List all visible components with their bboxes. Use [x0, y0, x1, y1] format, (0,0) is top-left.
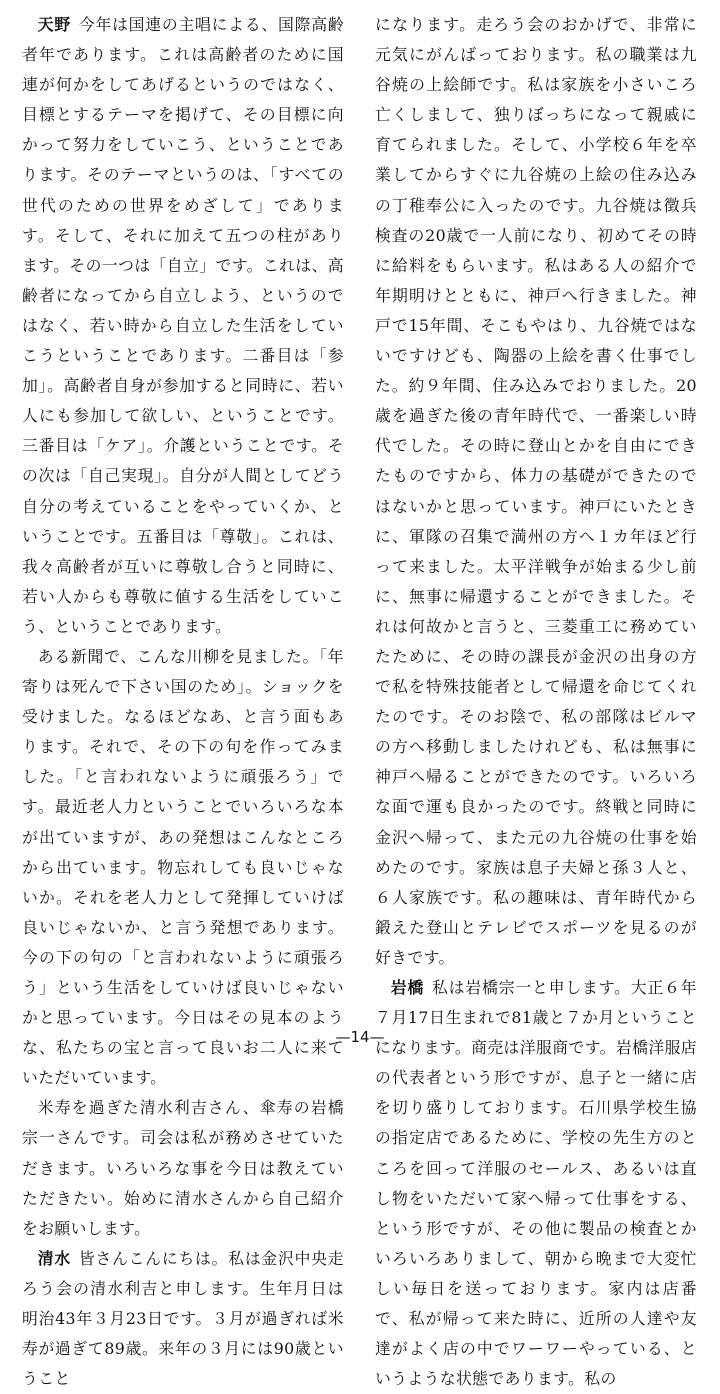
paragraph-text: 今年は国連の主唱による、国際高齢者年であります。これは高齢者のために国連が何かをしてあげるというのではなく、目標とするテーマを掲げて、その目標に向かって努力をしていこう、ということであります。そのテーマというのは、「すべての世代のための世界をめざして」であります。そして、それに加えて五つの柱があります。その一つは「自立」です。これは、高齢者になってから自立しよう、というのではなく、若い時から自立した生活をしていこうということであります。二番目は「参加」。高齢者自身が参加すると同時に、若い人にも参加して欲しい、ということです。三番目は「ケア」。介護ということです。その次は「自己実現」。自分が人間としてどう自分の考えていることをやっていくか、ということです。五番目は「尊敬」。これは、我々高齢者が互いに尊敬し合うと同時に、若い人からも尊敬に値する生活をしていこう、ということであります。: [22, 15, 344, 636]
paragraph-text: になります。走ろう会のおかげで、非常に元気にがんばっております。私の職業は九谷焼の上絵師です。私は家族を小さいころ亡くしまして、独りぼっちになって親戚に育てられました。そして、小学校６年を卒業してからすぐに九谷焼の上絵の住み込みの丁稚奉公に入ったのです。九谷焼は徴兵検査の20歳で一人前になり、初めてその時に給料をもらいます。私はある人の紹介で年期明けとともに、神戸へ行きました。神戸で15年間、そこもやはり、九谷焼ではないですけども、陶器の上絵を書く仕事でした。約９年間、住み込みでおりました。20歳を過ぎた後の青年時代で、一番楽しい時代でした。その時に登山とかを自由にできたものですから、体力の基礎ができたのではないかと思っています。神戸にいたときに、軍隊の召集で満州の方へ１カ年ほど行って来ました。太平洋戦争が始まる少し前に、無事に帰還することができました。それは何故かと言うと、三菱重工に務めていたために、その時の課長が金沢の出身の方で私を特殊技能者として帰還を命じてくれたのです。そのお陰で、私の部隊はビルマの方へ移動しましたけれども、私は無事に神戸へ帰ることができたのです。いろいろな面で運も良かったのです。終戦と同時に金沢へ帰って、また元の九谷焼の仕事を始めたのです。家族は息子夫婦と孫３人と、６人家族です。私の趣味は、青年時代から鍛えた登山とテレビでスポーツを見るのが好きです。: [375, 15, 697, 967]
left-column: [22, 10, 344, 1394]
paragraph: [22, 10, 344, 642]
right-column: [375, 10, 697, 1394]
paragraph: [375, 10, 697, 973]
paragraph: [22, 1093, 344, 1243]
page-number: —14—: [335, 1028, 385, 1046]
paragraph: [22, 1244, 344, 1394]
paragraph-text: 皆さんこんにちは。私は金沢中央走ろう会の清水利吉と申します。生年月日は明治43年３月23日です。３月が過ぎれば米寿が過ぎて89歳。来年の３月には90歳ということ: [22, 1248, 344, 1389]
speaker-name: 天野: [37, 15, 71, 34]
speaker-name: 清水: [37, 1248, 71, 1268]
paragraph-text: 米寿を過ぎた清水利吉さん、傘寿の岩橋宗一さんです。司会は私が務めさせていただきます。いろいろな事を今日は教えていただきたい。始めに清水さんから自己紹介をお願いします。: [22, 1098, 344, 1238]
paragraph-text: 私は岩橋宗一と申します。大正６年７月17日生まれで81歳と７か月ということになります。商売は洋服商です。岩橋洋服店の代表者という形ですが、息子と一緒に店を切り盛りしております。石川県学校生協の指定店であるために、学校の先生方のところを回って洋服のセールス、あるいは直し物をいただいて家へ帰って仕事をする、という形ですが、その他に製品の検査とかいろいろありまして、朝から晩まで大変忙しい毎日を送っております。家内は店番で、私が帰って来た時に、近所の人達や友達がよく店の中でワーワーやっている、というような状態であります。私の: [375, 978, 697, 1389]
paragraph-text: ある新聞で、こんな川柳を見ました。「年寄りは死んで下さい国のため」。ショックを受けました。なるほどなあ、と言う面もあります。それで、その下の句を作ってみました。「と言われないように頑張ろう」です。最近老人力ということでいろいろな本が出ていますが、あの発想はこんなところから出ています。物忘れしても良いじゃないか。それを老人力として発揮していけば良いじゃないか、と言う発想であります。今の下の句の「と言われないように頑張ろう」という生活をしていけば良いじゃないかと思っています。今日はその見本のような、私たちの宝と言って良いお二人に来ていただいています。: [22, 646, 344, 1088]
paragraph: [22, 642, 344, 1093]
speaker-name: 岩橋: [390, 978, 425, 997]
